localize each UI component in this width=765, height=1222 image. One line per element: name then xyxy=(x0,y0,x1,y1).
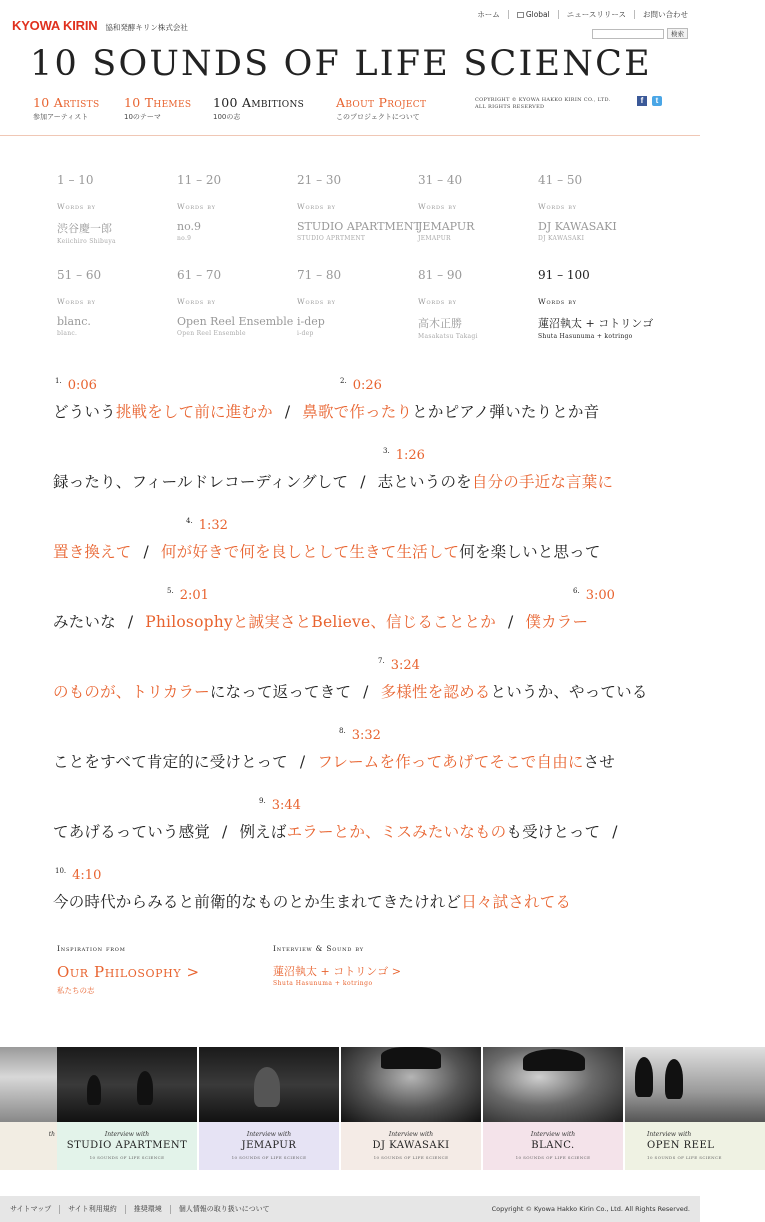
words-by-label: Words by xyxy=(297,297,336,306)
lyric-highlight: エラーとか、ミスみたいなもの xyxy=(286,823,507,841)
divider xyxy=(170,1205,171,1214)
artist-name: Open Reel Ensemble xyxy=(177,315,294,328)
artist-name-romaji: Open Reel Ensemble xyxy=(177,330,246,337)
nav-10-themes[interactable] xyxy=(124,95,191,122)
util-link-home[interactable]: ホーム xyxy=(477,10,500,19)
card-subtitle: 10 SOUNDS OF LIFE SCIENCE xyxy=(647,1155,722,1160)
lyric-highlight: 自分の手近な言葉に xyxy=(471,473,614,491)
timecode-number: 7. xyxy=(378,656,385,665)
interview-artist-name: BLANC. xyxy=(531,1140,575,1151)
nav-sublabel: 100の志 xyxy=(213,113,241,121)
interview-photo xyxy=(57,1047,197,1122)
header-divider xyxy=(0,135,700,136)
lyric-text: 例えば xyxy=(239,823,287,841)
index-range: 51 – 60 xyxy=(57,268,102,282)
search-button[interactable]: 検索 xyxy=(667,28,688,39)
timecode-number: 10. xyxy=(55,866,67,875)
timecode-time: 1:26 xyxy=(395,448,425,463)
words-by-label: Words by xyxy=(57,297,96,306)
timecode-time: 3:24 xyxy=(390,658,420,673)
index-cell-31-40[interactable] xyxy=(418,173,536,242)
timecode-time: 3:00 xyxy=(585,588,615,603)
util-link-global[interactable]: Global xyxy=(525,10,550,19)
words-by-label: Words by xyxy=(538,297,577,306)
artist-name-romaji: no.9 xyxy=(177,235,192,242)
lyric-highlight: Philosophyと誠実さとBelieve、信じることとか xyxy=(145,613,496,631)
lyric-highlight: 何が好きで何を良しとして生きて生活して xyxy=(160,543,460,561)
lyric-highlight: 鼻歌で作ったり xyxy=(302,403,413,421)
card-subtitle: 10 SOUNDS OF LIFE SCIENCE xyxy=(231,1155,307,1160)
artist-name-romaji: STUDIO APRTMENT xyxy=(297,235,366,242)
copyright-line: ALL RIGHTS RESERVED xyxy=(475,104,545,110)
interview-card-dj-kawasaki[interactable] xyxy=(341,1047,481,1170)
our-philosophy-sublabel: 私たちの志 xyxy=(57,986,95,995)
timecode-number: 9. xyxy=(259,796,266,805)
timecode-2[interactable] xyxy=(340,374,382,393)
lyric-slash: / xyxy=(612,823,618,841)
lyric-highlight: のものが、トリカラー xyxy=(53,683,210,701)
words-by-label: Words by xyxy=(57,202,96,211)
interview-card-partial[interactable] xyxy=(0,1047,57,1170)
interview-with-label: Interview with xyxy=(246,1131,292,1138)
kyowa-kirin-logo[interactable] xyxy=(12,18,188,33)
card-caption xyxy=(341,1122,481,1170)
timecode-time: 0:06 xyxy=(67,378,97,393)
nav-label: 10 Artists xyxy=(33,95,100,110)
interview-label: Interview & Sound by xyxy=(273,944,364,953)
interview-photo xyxy=(483,1047,623,1122)
lyric-text: も受けとって xyxy=(506,823,601,841)
timecode-number: 6. xyxy=(573,586,580,595)
nav-sublabel: 10のテーマ xyxy=(124,113,161,121)
interview-artist-name: OPEN REEL xyxy=(647,1140,715,1151)
artist-name: 渋谷慶一郎 xyxy=(57,222,112,235)
words-by-label: Words by xyxy=(418,202,457,211)
interview-photo xyxy=(341,1047,481,1122)
footer-link-terms[interactable]: サイト利用規約 xyxy=(68,1205,117,1213)
lyric-text: というか、やっている xyxy=(490,683,648,701)
facebook-icon[interactable]: f xyxy=(637,96,647,106)
index-range: 81 – 90 xyxy=(418,268,463,282)
interview-card-blanc[interactable] xyxy=(483,1047,623,1170)
divider xyxy=(508,10,509,19)
site-title: 10 SOUNDS OF LIFE SCIENCE xyxy=(30,44,652,84)
lyric-highlight: 多様性を認める xyxy=(380,683,491,701)
footer-link-environment[interactable]: 推奨環境 xyxy=(133,1205,162,1213)
search-input[interactable] xyxy=(592,29,664,39)
index-cell-1-10[interactable] xyxy=(57,173,175,245)
artist-name-romaji: JEMAPUR xyxy=(418,235,451,242)
interview-artist-romaji: Shuta Hasunuma + kotringo xyxy=(273,980,373,987)
interview-photo xyxy=(199,1047,339,1122)
artist-name: 高木正勝 xyxy=(418,317,462,330)
lyric-highlight: 挑戦をして前に進むか xyxy=(115,403,273,421)
timecode-6[interactable] xyxy=(573,584,615,603)
footer-links xyxy=(10,1204,270,1214)
timecode-time: 4:10 xyxy=(72,868,102,883)
index-cell-71-80[interactable] xyxy=(297,268,415,337)
interview-card-open-reel[interactable] xyxy=(625,1047,765,1170)
card-subtitle: 10 SOUNDS OF LIFE SCIENCE xyxy=(515,1155,591,1160)
index-range: 61 – 70 xyxy=(177,268,222,282)
lyric-line-8 xyxy=(53,890,571,912)
lyric-highlight: 僕カラー xyxy=(525,613,589,631)
artist-name: i-dep xyxy=(297,315,325,328)
words-by-label: Words by xyxy=(177,297,216,306)
timecode-number: 1. xyxy=(55,376,62,385)
interview-with-label: Interview with xyxy=(647,1131,692,1138)
card-caption xyxy=(625,1122,765,1170)
artist-name: no.9 xyxy=(177,220,202,233)
lyric-slash: / xyxy=(360,473,366,491)
interview-artist-name: DJ KAWASAKI xyxy=(372,1140,450,1151)
lyric-text: 録ったり、フィールドレコーディングして xyxy=(53,473,349,491)
index-cell-81-90[interactable] xyxy=(418,268,536,340)
interview-photo xyxy=(625,1047,765,1122)
interview-card-jemapur[interactable] xyxy=(199,1047,339,1170)
artist-name: JEMAPUR xyxy=(418,220,475,233)
index-range: 91 – 100 xyxy=(538,268,590,282)
site-search xyxy=(592,28,688,39)
index-cell-11-20[interactable] xyxy=(177,173,295,242)
nav-10-artists[interactable] xyxy=(33,95,99,122)
index-cell-21-30[interactable] xyxy=(297,173,421,242)
index-range: 41 – 50 xyxy=(538,173,583,187)
interview-with-label: Interview with xyxy=(388,1131,434,1138)
index-range: 21 – 30 xyxy=(297,173,342,187)
lyric-line-7 xyxy=(53,820,630,842)
timecode-3[interactable] xyxy=(383,444,425,463)
words-by-label: Words by xyxy=(297,202,336,211)
index-cell-91-100[interactable] xyxy=(538,268,656,340)
interview-card-studio-apartment[interactable] xyxy=(57,1047,197,1170)
artist-name: blanc. xyxy=(57,315,91,328)
lyric-line-2 xyxy=(53,470,613,492)
footer-link-privacy[interactable]: 個人情報の取り扱いについて xyxy=(178,1205,270,1213)
artist-name-romaji: blanc. xyxy=(57,330,78,337)
timecode-7[interactable] xyxy=(378,654,420,673)
artist-name-romaji: DJ KAWASAKI xyxy=(538,235,585,242)
utility-nav xyxy=(477,9,688,20)
footer-bar xyxy=(0,1196,700,1222)
card-subtitle: 10 SOUNDS OF LIFE SCIENCE xyxy=(373,1155,449,1160)
nav-about-project[interactable] xyxy=(336,95,426,122)
words-by-label: Words by xyxy=(538,202,577,211)
social-links xyxy=(637,96,662,106)
artist-name-romaji: Masakatsu Takagi xyxy=(418,333,478,340)
timecode-time: 3:44 xyxy=(271,798,301,813)
interview-artist-link[interactable]: 蓮沼執太 + コトリンゴ > xyxy=(273,965,401,978)
artist-name: 蓮沼執太 + コトリンゴ xyxy=(538,317,654,330)
our-philosophy-link[interactable]: Our Philosophy > xyxy=(57,963,200,981)
timecode-time: 3:32 xyxy=(351,728,381,743)
lyric-text: させ xyxy=(583,753,616,771)
timecode-time: 2:01 xyxy=(179,588,209,603)
artist-name-romaji: i-dep xyxy=(297,330,314,337)
nav-sublabel: このプロジェクトについて xyxy=(336,113,420,121)
timecode-5[interactable] xyxy=(167,584,209,603)
interview-artist-name: JEMAPUR xyxy=(241,1140,297,1151)
index-cell-61-70[interactable] xyxy=(177,268,295,337)
lyric-slash: / xyxy=(363,683,369,701)
footer-link-sitemap[interactable]: サイトマップ xyxy=(10,1205,52,1213)
index-range: 1 – 10 xyxy=(57,173,94,187)
card-caption xyxy=(199,1122,339,1170)
nav-label: 10 Themes xyxy=(124,95,192,110)
lyric-text: になって返ってきて xyxy=(209,683,352,701)
lyric-text: 何を楽しいと思って xyxy=(459,543,601,561)
timecode-number: 8. xyxy=(339,726,346,735)
lyric-line-4 xyxy=(53,610,588,632)
divider xyxy=(558,10,559,19)
interview-artist-name: STUDIO APARTMENT xyxy=(66,1140,188,1151)
timecode-1[interactable] xyxy=(55,374,97,393)
index-cell-41-50[interactable] xyxy=(538,173,656,242)
divider xyxy=(59,1205,60,1214)
timecode-8[interactable] xyxy=(339,724,381,743)
nav-label: About Project xyxy=(336,95,427,110)
inspiration-label: Inspiration from xyxy=(57,944,126,953)
logo-mark: KYOWA KIRIN xyxy=(12,18,98,33)
nav-sublabel: 参加アーティスト xyxy=(33,113,89,121)
index-range: 71 – 80 xyxy=(297,268,342,282)
timecode-number: 4. xyxy=(186,516,193,525)
header-copyright xyxy=(475,97,610,111)
interview-photo xyxy=(0,1047,57,1122)
interview-with-label: Interview with xyxy=(530,1131,576,1138)
words-by-label: Words by xyxy=(418,297,457,306)
twitter-icon[interactable]: t xyxy=(652,96,662,106)
lyric-text: てあげるっていう感覚 xyxy=(53,823,211,841)
index-cell-51-60[interactable] xyxy=(57,268,175,337)
lyric-line-3 xyxy=(53,540,601,562)
lyric-line-6 xyxy=(53,750,615,772)
lyric-text: 志というのを xyxy=(377,473,472,491)
timecode-4[interactable] xyxy=(186,514,228,533)
card-caption xyxy=(483,1122,623,1170)
util-link-contact[interactable]: お問い合わせ xyxy=(643,10,688,19)
card-caption xyxy=(0,1122,57,1170)
lyric-slash: / xyxy=(507,613,514,631)
index-range: 11 – 20 xyxy=(177,173,222,187)
artist-name: DJ KAWASAKI xyxy=(538,220,617,233)
lyric-slash: / xyxy=(222,823,228,841)
timecode-time: 0:26 xyxy=(352,378,382,393)
lyric-line-5 xyxy=(53,680,648,702)
timecode-9[interactable] xyxy=(259,794,301,813)
timecode-time: 1:32 xyxy=(198,518,228,533)
nav-100-ambitions[interactable] xyxy=(213,95,304,122)
util-link-news[interactable]: ニュースリリース xyxy=(566,10,626,19)
index-range: 31 – 40 xyxy=(418,173,463,187)
lyric-slash: / xyxy=(143,543,149,561)
artist-name-romaji: Keiichiro Shibuya xyxy=(57,238,116,245)
lyric-highlight: フレームを作ってあげてそこで自由に xyxy=(317,753,584,771)
divider xyxy=(125,1205,126,1214)
artist-name-romaji: Shuta Hasunuma + kotringo xyxy=(538,333,633,340)
footer-copyright: Copyright © Kyowa Hakko Kirin Co., Ltd. All Rights Reserved. xyxy=(491,1205,690,1213)
lyric-text: ことをすべて肯定的に受けとって xyxy=(53,753,288,771)
globe-icon xyxy=(517,12,524,18)
timecode-number: 5. xyxy=(167,586,174,595)
lyric-slash: / xyxy=(284,403,291,421)
card-subtitle: 10 SOUNDS OF LIFE SCIENCE xyxy=(89,1155,165,1160)
card-caption xyxy=(57,1122,197,1170)
lyric-highlight: 日々試されてる xyxy=(461,893,572,911)
interview-with-label: th xyxy=(48,1131,55,1138)
nav-label: 100 Ambitions xyxy=(213,95,305,110)
lyric-text: みたいな xyxy=(53,613,116,631)
lyric-slash: / xyxy=(127,613,134,631)
lyric-text: 今の時代からみると前衛的なものとか生まれてきたけれど xyxy=(53,893,462,911)
artist-name: STUDIO APARTMENT xyxy=(297,220,421,233)
lyric-text: とかピアノ弾いたりとか音 xyxy=(412,403,600,421)
copyright-line: COPYRIGHT © KYOWA HAKKO KIRIN CO., LTD. xyxy=(475,97,611,103)
lyric-highlight: 置き換えて xyxy=(53,543,132,561)
logo-company-name: 協和発酵キリン株式会社 xyxy=(105,23,188,32)
lyric-slash: / xyxy=(299,753,306,771)
lyric-text: どういう xyxy=(53,403,116,421)
timecode-10[interactable] xyxy=(55,864,101,883)
interview-with-label: Interview with xyxy=(104,1131,150,1138)
timecode-number: 2. xyxy=(340,376,347,385)
lyric-line-1 xyxy=(53,400,599,422)
interview-carousel xyxy=(0,1047,722,1170)
words-by-label: Words by xyxy=(177,202,216,211)
divider xyxy=(634,10,635,19)
timecode-number: 3. xyxy=(383,446,390,455)
